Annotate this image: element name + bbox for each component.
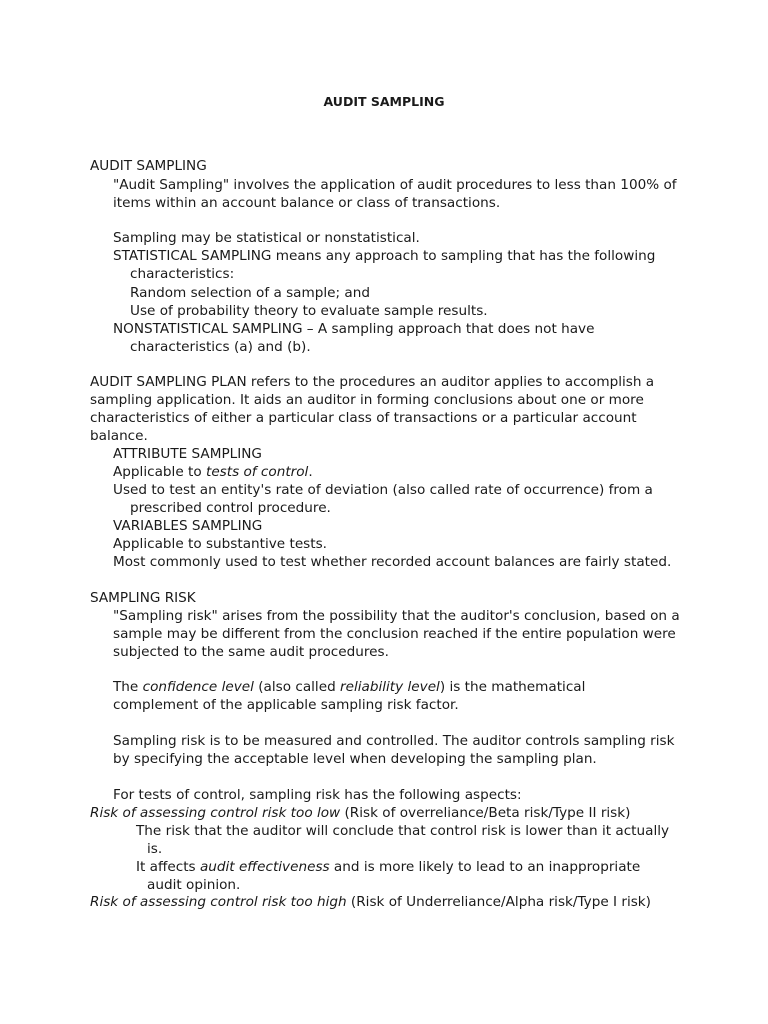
text-line: sampling application. It aids an auditor in forming conclusions about one or more xyxy=(90,392,644,408)
emphasis-text: tests of control xyxy=(205,464,309,480)
text-line: Random selection of a sample; and xyxy=(130,285,370,301)
text-line: "Audit Sampling" involves the application of audit procedures to less than 100% of xyxy=(113,177,677,193)
text-line: Use of probability theory to evaluate sample results. xyxy=(130,303,488,319)
emphasis-text: audit effectiveness xyxy=(199,859,330,875)
text-line: NONSTATISTICAL SAMPLING – A sampling approach that does not have xyxy=(113,321,595,337)
text-line: AUDIT SAMPLING PLAN refers to the procedures an auditor applies to accomplish a xyxy=(90,374,655,390)
text-line: For tests of control, sampling risk has the following aspects: xyxy=(113,787,522,803)
text-line: subjected to the same audit procedures. xyxy=(113,644,389,660)
emphasis-text: reliability level xyxy=(340,679,440,695)
emphasis-text: confidence level xyxy=(142,679,254,695)
section-heading-sampling-risk: SAMPLING RISK xyxy=(90,590,196,606)
text-line: audit opinion. xyxy=(147,877,241,893)
section-heading-audit-sampling: AUDIT SAMPLING xyxy=(90,158,207,174)
text-line: STATISTICAL SAMPLING means any approach to sampling that has the following xyxy=(113,248,656,264)
text-line: It affects audit effectiveness and is more likely to lead to an inappropriate xyxy=(136,859,641,875)
emphasis-text: Risk of assessing control risk too low xyxy=(90,805,341,821)
text-line: items within an account balance or class of transactions. xyxy=(113,195,501,211)
subheading-attribute-sampling: ATTRIBUTE SAMPLING xyxy=(113,446,262,462)
text-line: characteristics of either a particular class of transactions or a particular account xyxy=(90,410,637,426)
text-line: characteristics (a) and (b). xyxy=(130,339,311,355)
subheading-variables-sampling: VARIABLES SAMPLING xyxy=(113,518,263,534)
text-line: by specifying the acceptable level when developing the sampling plan. xyxy=(113,751,597,767)
text-line: Sampling may be statistical or nonstatistical. xyxy=(113,230,420,246)
text-line: Most commonly used to test whether recorded account balances are fairly stated. xyxy=(113,554,672,570)
text-line: characteristics: xyxy=(130,266,235,282)
text-line: balance. xyxy=(90,428,148,444)
emphasis-text: Risk of assessing control risk too high xyxy=(90,894,347,910)
text-line: is. xyxy=(147,841,163,857)
text-line: Applicable to tests of control. xyxy=(113,464,313,480)
text-line: Applicable to substantive tests. xyxy=(113,536,328,552)
text-line: Used to test an entity's rate of deviation (also called rate of occurrence) from a xyxy=(113,482,653,498)
text-line: The confidence level (also called reliability level) is the mathematical xyxy=(113,679,586,695)
document-title: AUDIT SAMPLING xyxy=(323,94,445,109)
text-line: The risk that the auditor will conclude that control risk is lower than it actually xyxy=(136,823,670,839)
text-line: sample may be different from the conclusion reached if the entire population were xyxy=(113,626,676,642)
text-line: Sampling risk is to be measured and controlled. The auditor controls sampling risk xyxy=(113,733,675,749)
text-line: complement of the applicable sampling risk factor. xyxy=(113,697,459,713)
text-line: prescribed control procedure. xyxy=(130,500,331,516)
text-line: Risk of assessing control risk too high (Risk of Underreliance/Alpha risk/Type I risk) xyxy=(90,894,651,910)
text-line: Risk of assessing control risk too low (Risk of overreliance/Beta risk/Type II risk) xyxy=(90,805,631,821)
text-line: "Sampling risk" arises from the possibility that the auditor's conclusion, based on a xyxy=(113,608,680,624)
